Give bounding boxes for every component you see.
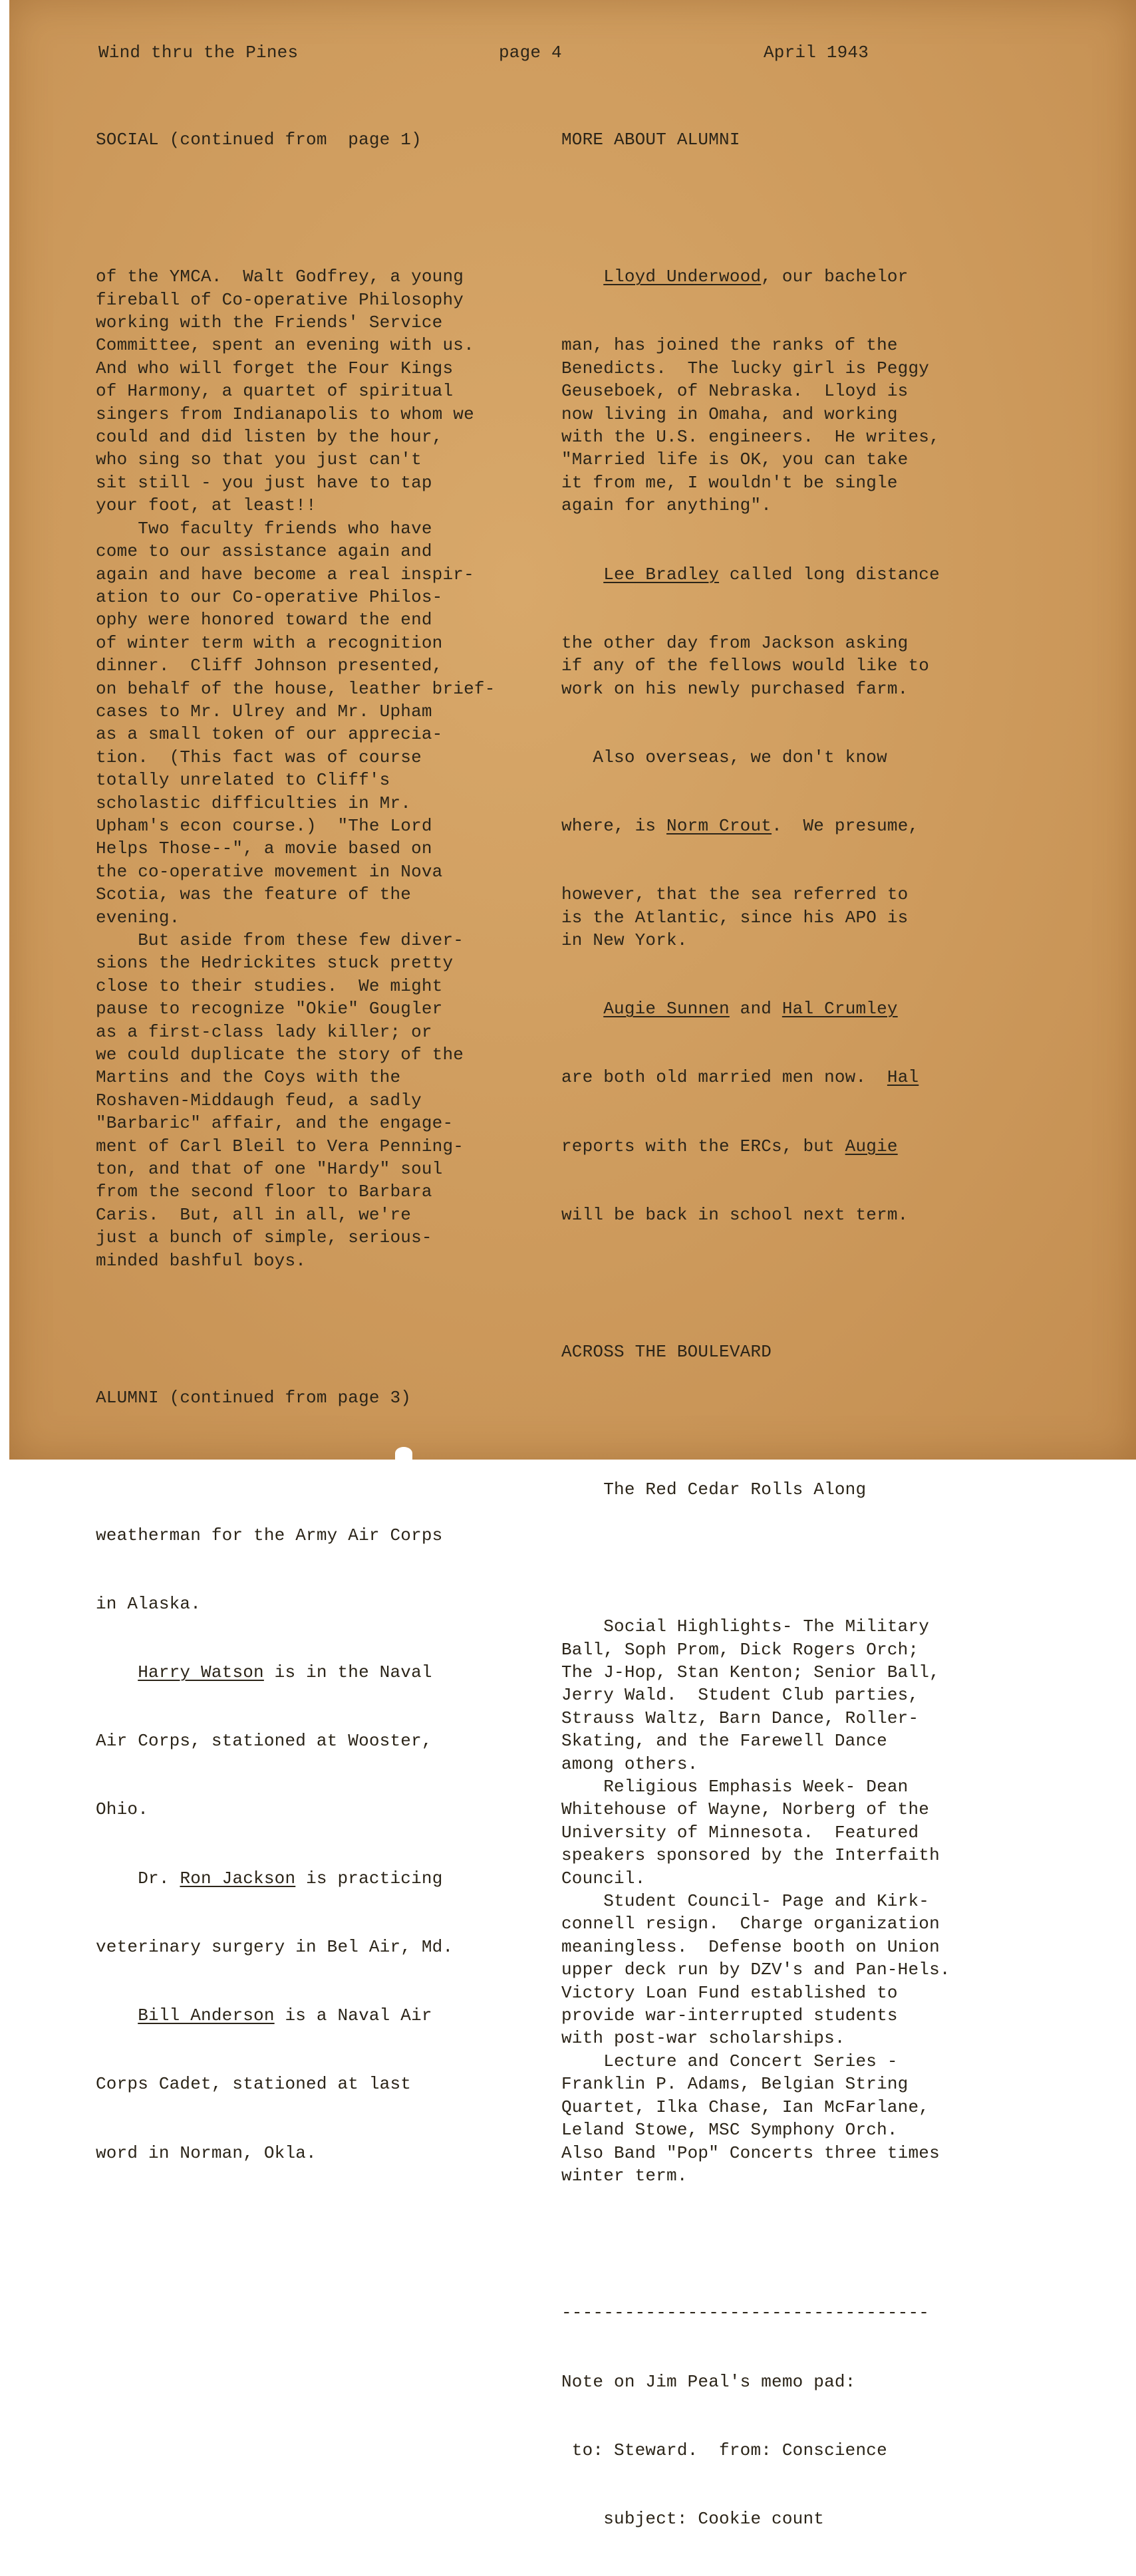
watson-rest: is in the Naval (263, 1662, 432, 1682)
crout-text-line: however, that the sea referred to (561, 884, 909, 905)
boulevard-text-line: Social Highlights- The Military (561, 1616, 930, 1637)
married-line (561, 1066, 987, 1089)
sunnen-line (561, 997, 987, 1020)
underwood-text-line: "Married life is OK, you can take (561, 450, 909, 470)
social-text-line: close to their studies. We might (96, 975, 443, 996)
social-text-line: could and did listen by the hour, (96, 427, 443, 448)
social-text-line: But aside from these few diver- (96, 930, 464, 951)
school-line: will be back in school next term. (561, 1204, 909, 1225)
social-text-line: Scotia, was the feature of the (96, 884, 412, 905)
alumni-line: weatherman for the Army Air Corps (96, 1525, 443, 1545)
newsletter-page (9, 0, 1136, 2529)
social-text-line: just a bunch of simple, serious- (96, 1227, 432, 1248)
social-text-line: evening. (96, 907, 180, 928)
boulevard-text-line: Quartet, Ilka Chase, Ian McFarlane, (561, 2097, 930, 2117)
social-text-line: on behalf of the house, leather brief- (96, 678, 496, 699)
boulevard-article (561, 1615, 987, 2187)
boulevard-text-line: Leland Stowe, MSC Symphony Orch. (561, 2120, 898, 2140)
social-text-line: who sing so that you just can't (96, 450, 422, 470)
blank-line (561, 1272, 987, 1295)
blank-line (561, 1410, 987, 1432)
social-text-line: totally unrelated to Cliff's (96, 770, 390, 791)
social-article (96, 265, 548, 1272)
alumni-line: in Alaska. (96, 1593, 202, 1614)
sunnen-name: Augie Sunnen (603, 999, 730, 1019)
boulevard-text-line: Whitehouse of Wayne, Norberg of the (561, 1799, 930, 1820)
memo-heading: Note on Jim Peal's memo pad: (561, 2371, 856, 2392)
alumni-line: veterinary surgery in Bel Air, Md. (96, 1936, 454, 1957)
alumni-line: Corps Cadet, stationed at last (96, 2074, 412, 2095)
newsletter-title: Wind thru the Pines (98, 43, 299, 63)
boulevard-text-line: upper deck run by DZV's and Pan-Hels. (561, 1960, 950, 1980)
jackson-line (96, 1867, 548, 1890)
social-text-line: pause to recognize "Okie" Gougler (96, 999, 443, 1019)
social-text-line: cases to Mr. Ulrey and Mr. Upham (96, 701, 432, 721)
social-text-line: tion. (This fact was of course (96, 747, 422, 767)
social-text-line: of the YMCA. Walt Godfrey, a young (96, 267, 464, 287)
social-text-line: working with the Friends' Service (96, 313, 443, 333)
alumni-line: Air Corps, stationed at Wooster, (96, 1731, 432, 1751)
across-heading: ACROSS THE BOULEVARD (561, 1342, 772, 1362)
boulevard-text-line: Franklin P. Adams, Belgian String (561, 2074, 909, 2095)
crout-pre: where, is (561, 815, 667, 836)
crout-article (561, 883, 987, 952)
social-text-line: ton, and that of one "Hardy" soul (96, 1159, 443, 1180)
boulevard-text-line: meaningless. Defense booth on Union (561, 1936, 940, 1957)
right-column (561, 82, 987, 2576)
blank-line (561, 197, 987, 219)
red-cedar-subheading: The Red Cedar Rolls Along (561, 1479, 867, 1499)
alumni-line: word in Norman, Okla. (96, 2142, 317, 2163)
social-text-line: come to our assistance again and (96, 541, 432, 562)
social-text-line: as a small token of our apprecia- (96, 724, 443, 745)
underwood-rest: , our bachelor (761, 267, 909, 287)
sunnen-and: and (729, 999, 782, 1019)
underwood-text-line: now living in Omaha, and working (561, 404, 898, 424)
ercs-line (561, 1135, 987, 1158)
social-text-line: of winter term with a recognition (96, 632, 443, 653)
social-text-line: the co-operative movement in Nova (96, 861, 443, 882)
crout-line: Also overseas, we don't know (561, 747, 887, 767)
blank-line (561, 1547, 987, 1569)
social-text-line: again and have become a real inspir- (96, 564, 474, 584)
social-text-line: sions the Hedrickites stuck pretty (96, 953, 454, 973)
watson-line (96, 1661, 548, 1684)
social-text-line: from the second floor to Barbara (96, 1182, 432, 1202)
blank-line (561, 2233, 987, 2255)
social-text-line: singers from Indianapolis to whom we (96, 404, 474, 424)
bradley-text-line: the other day from Jackson asking (561, 632, 909, 653)
social-text-line: sit still - you just have to tap (96, 472, 432, 493)
memo-subject: subject: Cookie count (561, 2508, 825, 2529)
underwood-text-line: with the U.S. engineers. He writes, (561, 427, 940, 448)
ercs-pre: reports with the ERCs, but (561, 1136, 845, 1156)
bradley-text-line: if any of the fellows would like to (561, 656, 930, 676)
separator-line: ----------------------------------- (561, 2303, 930, 2323)
anderson-name: Bill Anderson (138, 2005, 275, 2026)
bradley-rest: called long distance (719, 564, 940, 584)
crout-rest: . We presume, (772, 815, 919, 836)
boulevard-text-line: Student Council- Page and Kirk- (561, 1891, 930, 1912)
social-text-line: Caris. But, all in all, we're (96, 1204, 412, 1225)
blank-line (96, 1318, 548, 1341)
underwood-name: Lloyd Underwood (603, 267, 762, 287)
boulevard-text-line: Ball, Soph Prom, Dick Rogers Orch; (561, 1639, 919, 1660)
underwood-article (561, 334, 987, 517)
social-text-line: as a first-class lady killer; or (96, 1021, 432, 1042)
jackson-name: Ron Jackson (180, 1868, 296, 1888)
alumni-heading: ALUMNI (continued from page 3) (96, 1388, 412, 1408)
left-column (96, 82, 548, 2210)
boulevard-text-line: Victory Loan Fund established to (561, 1982, 898, 2003)
underwood-line (561, 265, 987, 288)
social-text-line: of Harmony, a quartet of spiritual (96, 381, 454, 402)
crumley-name: Hal Crumley (781, 999, 898, 1019)
boulevard-text-line: Lecture and Concert Series - (561, 2051, 898, 2071)
social-text-line: ophy were honored toward the end (96, 610, 432, 630)
social-text-line: Upham's econ course.) "The Lord (96, 815, 432, 836)
social-text-line: dinner. Cliff Johnson presented, (96, 656, 443, 676)
social-text-line: ment of Carl Bleil to Vera Penning- (96, 1136, 464, 1156)
boulevard-text-line: University of Minnesota. Featured (561, 1822, 919, 1843)
memo-to: to: Steward. from: Conscience (561, 2440, 887, 2460)
underwood-text-line: Geuseboek, of Nebraska. Lloyd is (561, 381, 909, 402)
boulevard-text-line: The J-Hop, Stan Kenton; Senior Ball, (561, 1662, 940, 1682)
boulevard-text-line: among others. (561, 1753, 698, 1774)
boulevard-text-line: speakers sponsored by the Interfaith (561, 1845, 940, 1866)
bradley-line (561, 563, 987, 586)
anderson-rest: is a Naval Air (274, 2005, 432, 2026)
social-text-line: ation to our Co-operative Philos- (96, 586, 443, 607)
boulevard-text-line: Jerry Wald. Student Club parties, (561, 1685, 919, 1706)
jackson-rest: is practicing (295, 1868, 443, 1888)
social-text-line: fireball of Co-operative Philosophy (96, 289, 464, 310)
social-text-line: we could duplicate the story of the (96, 1045, 464, 1065)
issue-date: April 1943 (764, 43, 869, 63)
boulevard-text-line: provide war-interrupted students (561, 2005, 898, 2026)
social-text-line: Roshaven-Middaugh feud, a sadly (96, 1090, 422, 1110)
married-pre: are both old married men now. (561, 1067, 887, 1088)
boulevard-text-line: winter term. (561, 2165, 688, 2186)
boulevard-text-line: Religious Emphasis Week- Dean (561, 1777, 909, 1797)
married-hal: Hal (887, 1067, 919, 1088)
boulevard-text-line: Also Band "Pop" Concerts three times (561, 2142, 940, 2163)
boulevard-text-line: Skating, and the Farewell Dance (561, 1731, 887, 1751)
social-text-line: minded bashful boys. (96, 1250, 307, 1271)
ercs-augie: Augie (845, 1136, 898, 1156)
underwood-text-line: it from me, I wouldn't be single (561, 472, 898, 493)
boulevard-text-line: connell resign. Charge organization (561, 1914, 940, 1934)
crout-name: Norm Crout (666, 815, 772, 836)
blank-line (96, 1455, 548, 1478)
bradley-text-line: work on his newly purchased farm. (561, 678, 909, 699)
underwood-text-line: man, has joined the ranks of the (561, 335, 898, 356)
boulevard-text-line: Council. (561, 1868, 646, 1888)
blank-line (96, 197, 548, 219)
more-alumni-heading: MORE ABOUT ALUMNI (561, 129, 740, 150)
social-text-line: your foot, at least!! (96, 495, 317, 516)
social-text-line: scholastic difficulties in Mr. (96, 793, 412, 813)
social-text-line: Martins and the Coys with the (96, 1067, 401, 1088)
social-text-line: "Barbaric" affair, and the engage- (96, 1113, 454, 1134)
social-text-line: Committee, spent an evening with us. (96, 335, 474, 356)
crout-name-line (561, 815, 987, 837)
social-text-line: Helps Those--", a movie based on (96, 838, 432, 859)
page-number: page 4 (499, 43, 562, 63)
social-text-line: And who will forget the Four Kings (96, 358, 454, 378)
underwood-text-line: Benedicts. The lucky girl is Peggy (561, 358, 930, 378)
alumni-line: Ohio. (96, 1799, 149, 1820)
underwood-text-line: again for anything". (561, 495, 772, 516)
social-text-line: Two faculty friends who have (96, 518, 432, 539)
watson-name: Harry Watson (138, 1662, 264, 1682)
anderson-line (96, 2004, 548, 2027)
crout-text-line: is the Atlantic, since his APO is (561, 907, 909, 928)
boulevard-text-line: Strauss Waltz, Barn Dance, Roller- (561, 1708, 919, 1728)
social-heading: SOCIAL (continued from page 1) (96, 129, 422, 150)
jackson-pre: Dr. (138, 1868, 180, 1888)
bradley-article (561, 632, 987, 700)
bradley-name: Lee Bradley (603, 564, 720, 584)
boulevard-text-line: with post-war scholarships. (561, 2028, 845, 2049)
crout-text-line: in New York. (561, 930, 688, 951)
